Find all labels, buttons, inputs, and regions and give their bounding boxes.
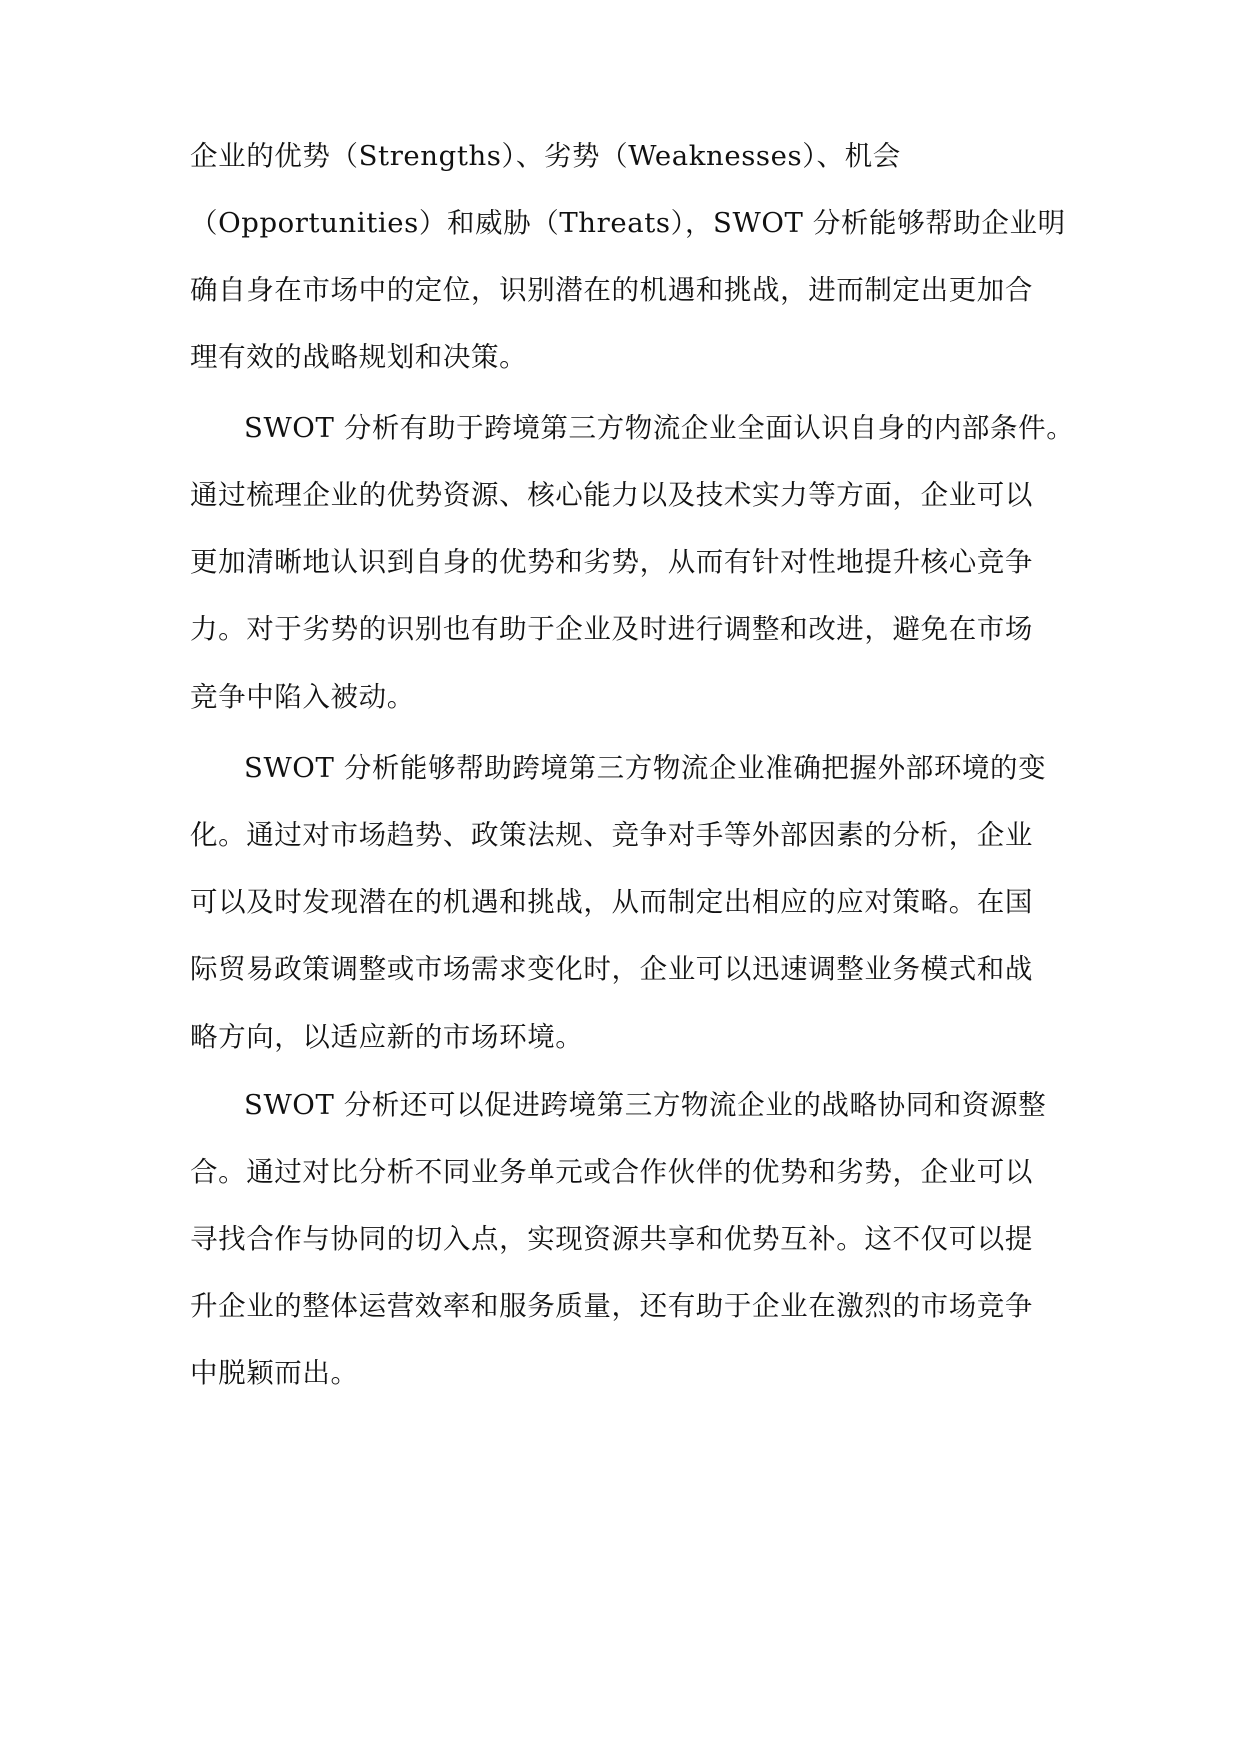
paragraph-first-line: SWOT 分析有助于跨境第三方物流企业全面认识自身的内部条件。 [244,412,1075,444]
text-line: 可以及时发现潜在的机遇和挑战，从而制定出相应的应对策略。在国 [190,886,1033,918]
text-line: 企业的优势（Strengths）、劣势（Weaknesses）、机会 [190,140,901,172]
text-line: 确自身在市场中的定位，识别潜在的机遇和挑战，进而制定出更加合 [190,274,1033,306]
text-line: 竞争中陷入被动。 [190,681,415,713]
text-line: 化。通过对市场趋势、政策法规、竞争对手等外部因素的分析，企业 [190,819,1033,851]
text-line: 寻找合作与协同的切入点，实现资源共享和优势互补。这不仅可以提 [190,1223,1033,1255]
text-line: 力。对于劣势的识别也有助于企业及时进行调整和改进，避免在市场 [190,613,1033,645]
text-line: 合。通过对比分析不同业务单元或合作伙伴的优势和劣势，企业可以 [190,1156,1033,1188]
text-line: （Opportunities）和威胁（Threats），SWOT 分析能够帮助企业明 [190,207,1066,239]
text-line: 际贸易政策调整或市场需求变化时，企业可以迅速调整业务模式和战 [190,953,1033,985]
paragraph-first-line: SWOT 分析还可以促进跨境第三方物流企业的战略协同和资源整 [244,1089,1047,1121]
text-line: 理有效的战略规划和决策。 [190,341,528,373]
text-line: 略方向，以适应新的市场环境。 [190,1021,584,1053]
text-line: 更加清晰地认识到自身的优势和劣势，从而有针对性地提升核心竞争 [190,546,1033,578]
text-line: 中脱颖而出。 [190,1357,359,1389]
text-line: 通过梳理企业的优势资源、核心能力以及技术实力等方面，企业可以 [190,479,1033,511]
text-line: 升企业的整体运营效率和服务质量，还有助于企业在激烈的市场竞争 [190,1290,1033,1322]
paragraph-first-line: SWOT 分析能够帮助跨境第三方物流企业准确把握外部环境的变 [244,752,1047,784]
